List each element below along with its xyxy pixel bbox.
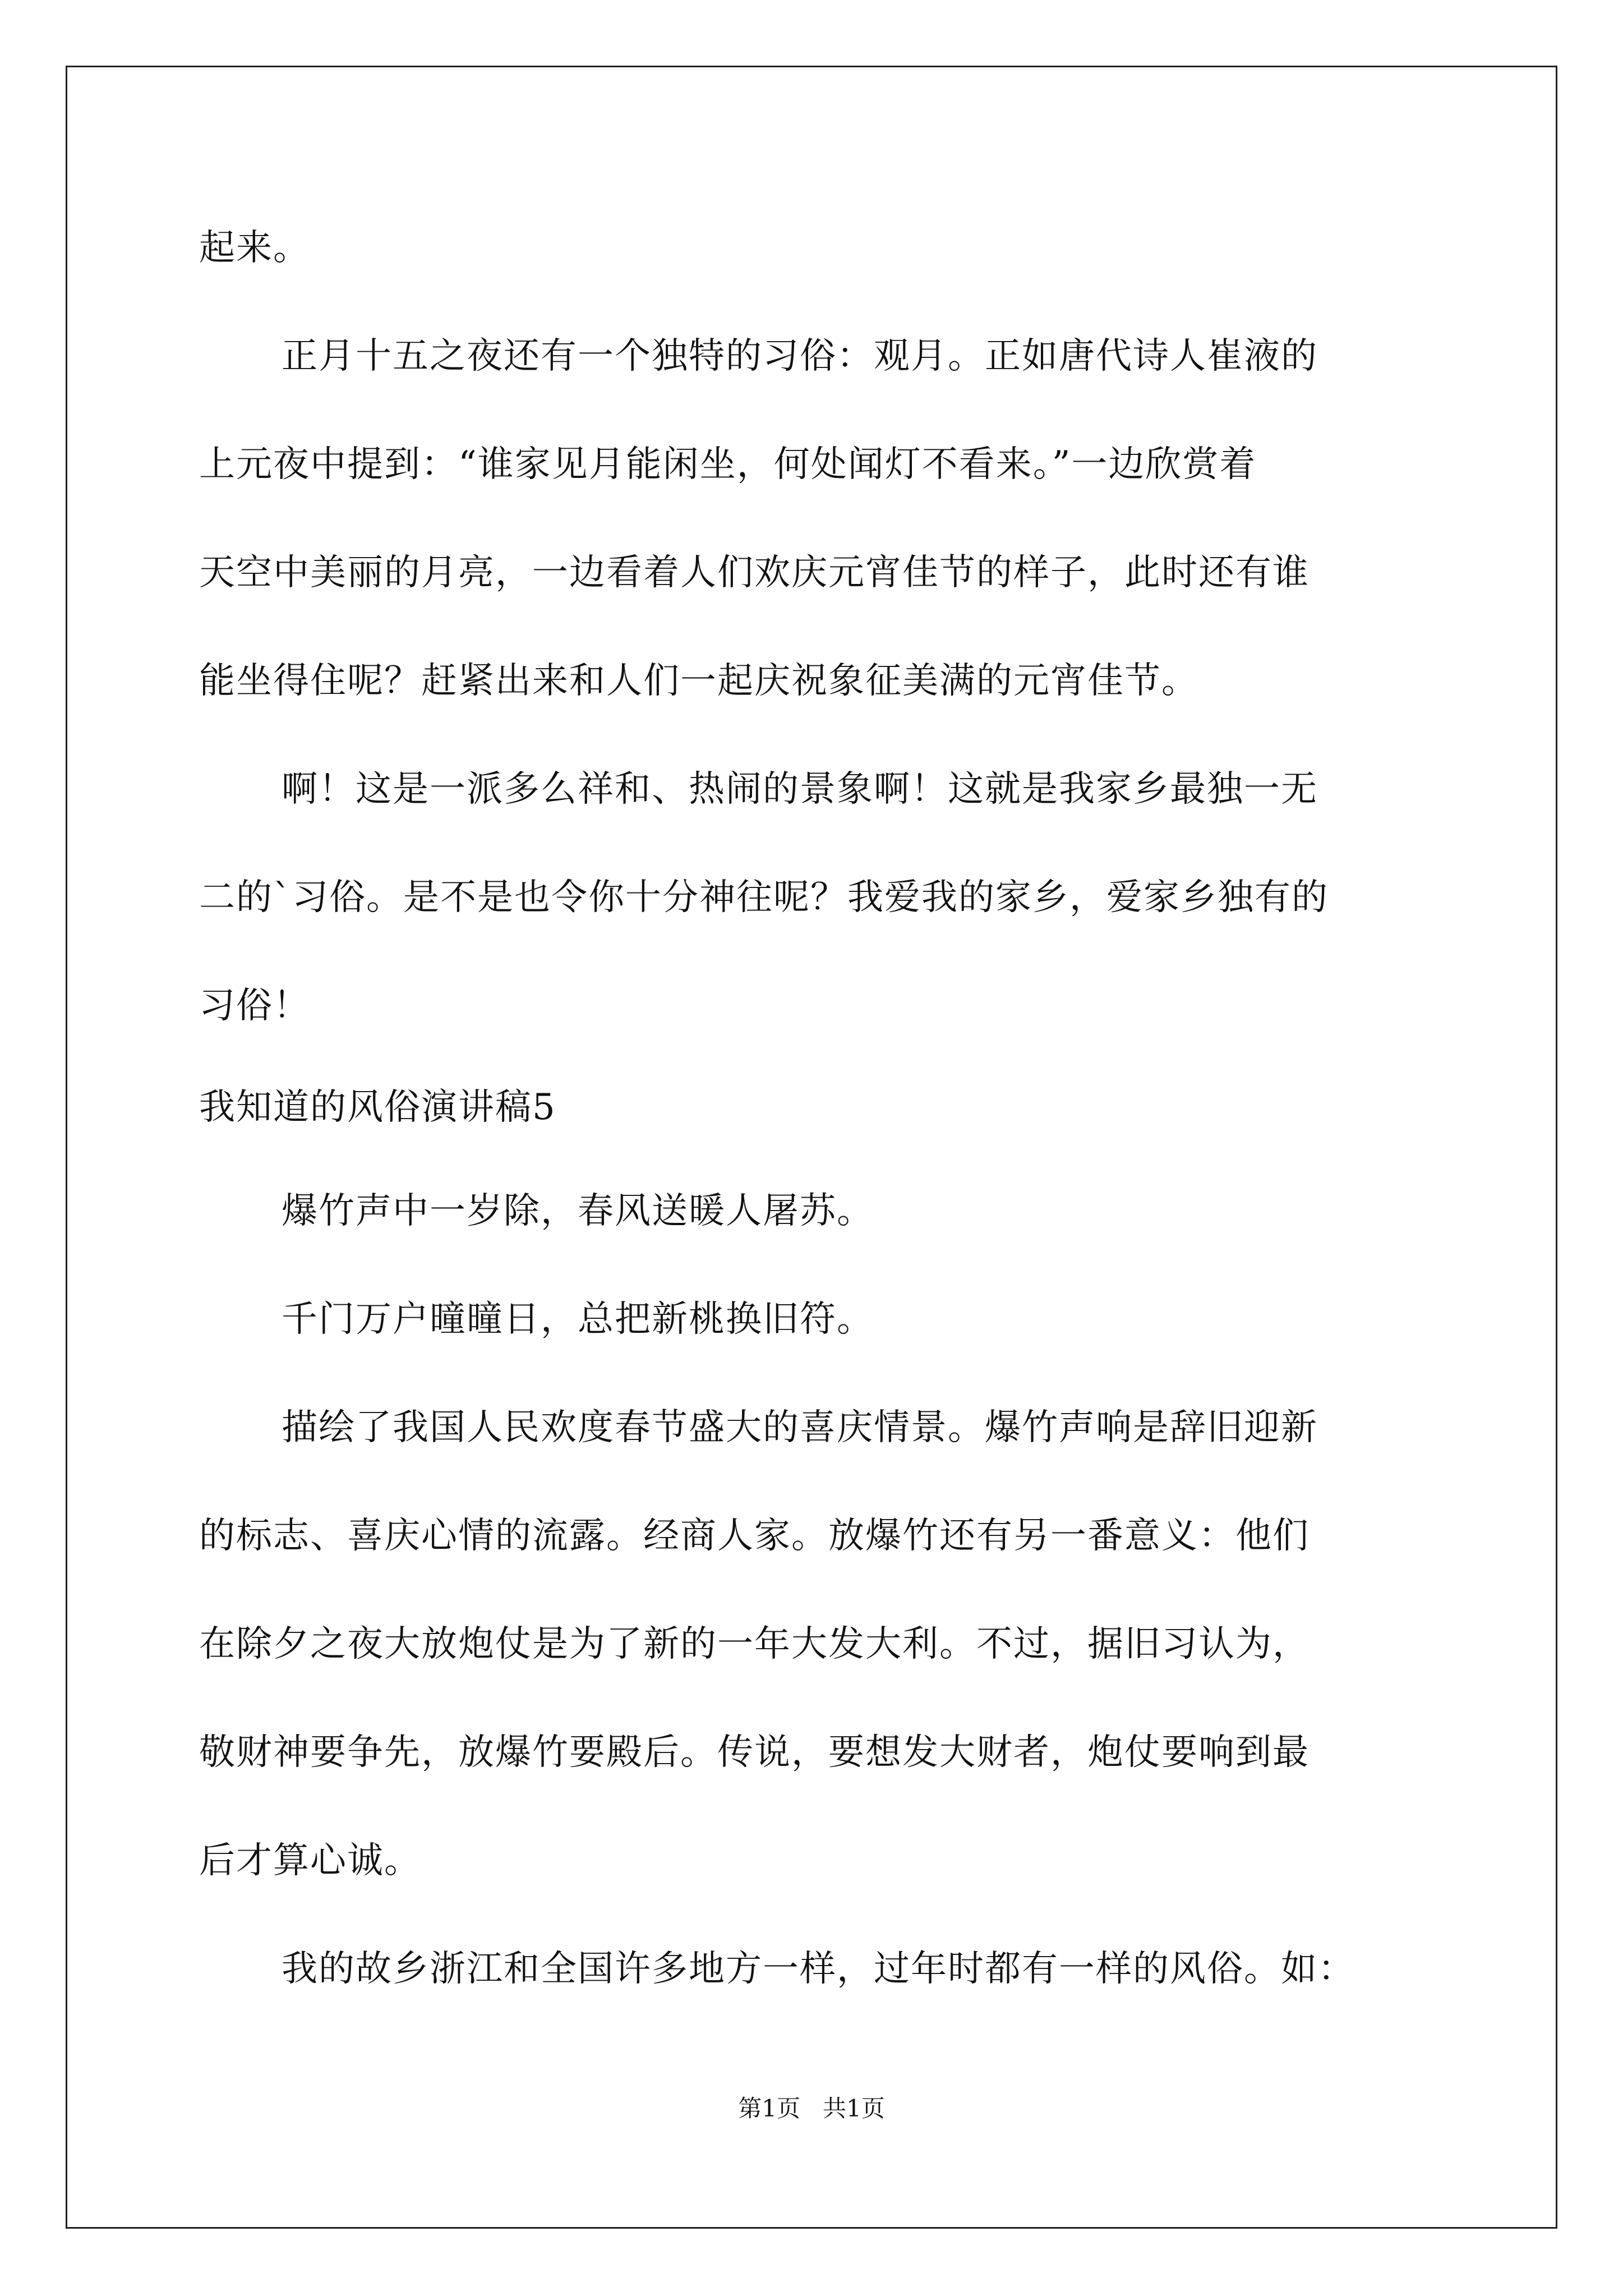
paragraph-line: 描绘了我国人民欢度春节盛大的喜庆情景。爆竹声响是辞旧迎新 (282, 1407, 1318, 1448)
paragraph-line: 啊！这是一派多么祥和、热闹的景象啊！这就是我家乡最独一无 (282, 769, 1318, 810)
section-heading: 我知道的风俗演讲稿5 (199, 1087, 556, 1128)
page-number: 第1页 (738, 2095, 800, 2122)
paragraph-line: 的标志、喜庆心情的流露。经商人家。放爆竹还有另一番意义：他们 (199, 1515, 1310, 1557)
paragraph-line: 正月十五之夜还有一个独特的习俗：观月。正如唐代诗人崔液的 (282, 335, 1318, 377)
paragraph-line: 能坐得住呢？赶紧出来和人们一起庆祝象征美满的元宵佳节。 (199, 660, 1198, 702)
poem-line: 爆竹声中一岁除，春风送暖人屠苏。 (282, 1190, 874, 1232)
paragraph-line: 习俗！ (199, 985, 310, 1027)
paragraph-line: 后才算心诚。 (199, 1840, 421, 1881)
page-border (66, 66, 1557, 2229)
poem-line: 千门万户曈曈日，总把新桃换旧符。 (282, 1299, 874, 1340)
page-total: 共1页 (823, 2095, 885, 2122)
paragraph-line: 我的故乡浙江和全国许多地方一样，过年时都有一样的风俗。如： (282, 1948, 1355, 1990)
paragraph-line: 二的`习俗。是不是也令你十分神往呢？我爱我的家乡，爱家乡独有的 (199, 877, 1329, 918)
paragraph-line: 起来。 (199, 227, 310, 269)
paragraph-line: 敬财神要争先，放爆竹要殿后。传说，要想发大财者，炮仗要响到最 (199, 1732, 1310, 1773)
paragraph-line: 天空中美丽的月亮，一边看着人们欢庆元宵佳节的样子，此时还有谁 (199, 552, 1310, 593)
paragraph-line: 上元夜中提到：“谁家见月能闲坐，何处闻灯不看来。”一边欣赏着 (199, 444, 1257, 485)
paragraph-line: 在除夕之夜大放炮仗是为了新的一年大发大利。不过，据旧习认为， (199, 1623, 1310, 1665)
page-footer (0, 2097, 1623, 2120)
